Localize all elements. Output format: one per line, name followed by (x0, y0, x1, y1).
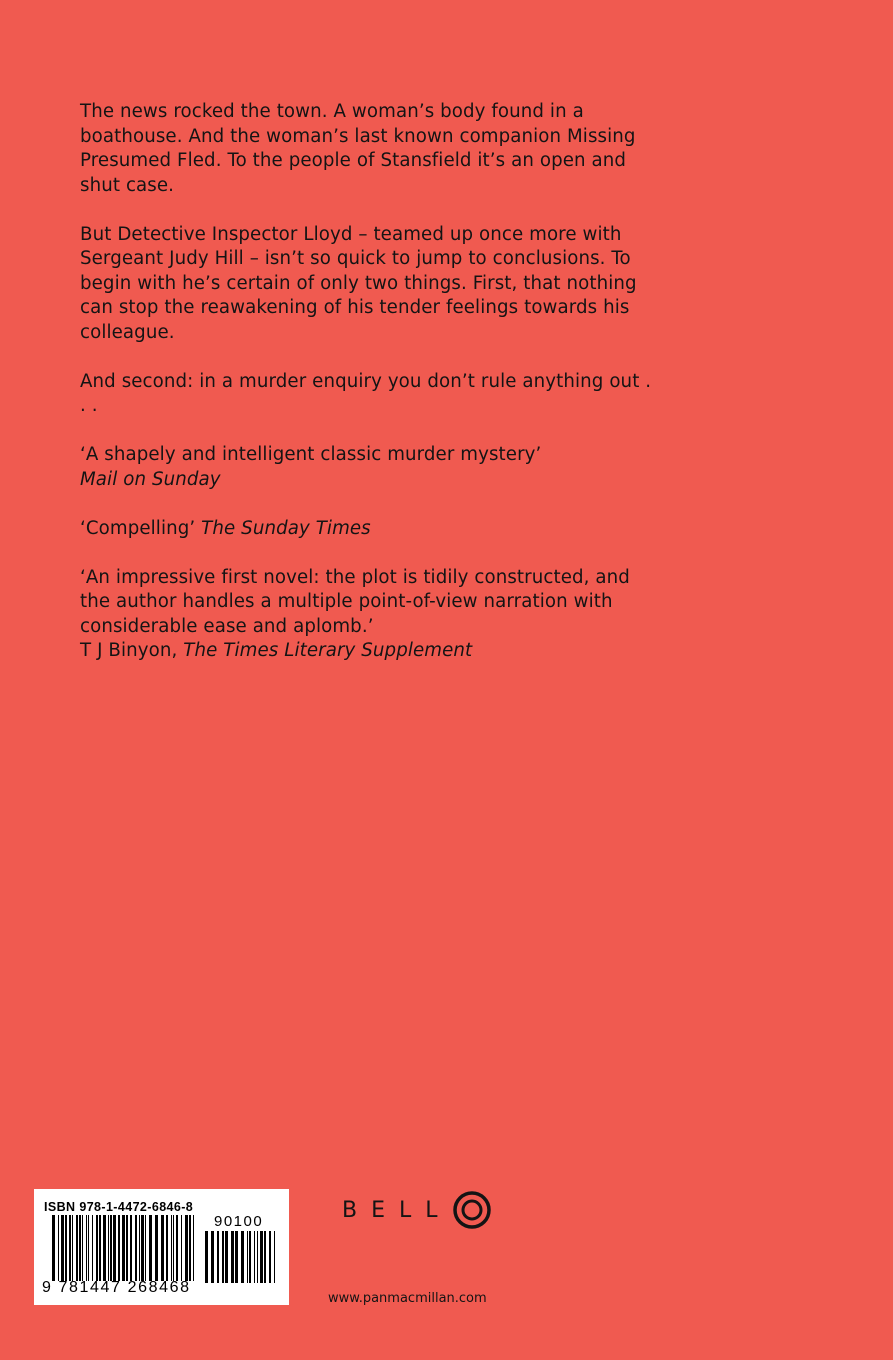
review-3-quote: ‘An impressive first novel: the plot is tidily constructed, and the author handles a multiple point-of-view narration with considerable ease and aplomb.’ (80, 566, 630, 637)
blurb-paragraph-3: And second: in a murder enquiry you don’t rule anything out . . . (80, 370, 652, 416)
blurb (80, 100, 660, 688)
review-2-quote: ‘Compelling’ (80, 517, 196, 539)
isbn-text: ISBN 978-1-4472-6846-8 (44, 1200, 194, 1214)
barcode-addon-bars-icon (205, 1231, 275, 1283)
barcode (34, 1189, 289, 1305)
review-1 (80, 443, 660, 492)
logo-text: BELL (342, 1197, 452, 1223)
review-1-source: Mail on Sunday (80, 468, 221, 490)
publisher-website: www.panmacmillan.com (328, 1291, 487, 1306)
logo-circle-icon (452, 1190, 492, 1230)
review-3-source: The Times Literary Supplement (183, 640, 473, 661)
publisher-logo (342, 1186, 492, 1234)
review-3 (80, 566, 660, 664)
review-3-reviewer: T J Binyon, (80, 640, 178, 661)
review-1-quote: ‘A shapely and intelligent classic murder mystery’ (80, 444, 542, 465)
barcode-bars-icon (52, 1215, 196, 1281)
blurb-paragraph-1: The news rocked the town. A woman’s body found in a boathouse. And the woman’s last known companion Missing Presumed Fled. To the people of Stansfield it’s an open and shut case. (80, 101, 636, 196)
price-addon-text: 90100 (214, 1213, 264, 1230)
blurb-paragraph-2: But Detective Inspector Lloyd – teamed up once more with Sergeant Judy Hill – isn’t so quick to jump to conclusions. To begin with he’s certain of only two things. First, that nothing can stop the reawakening of his tender feelings towards his colleague. (80, 223, 637, 343)
review-2-source: The Sunday Times (201, 517, 371, 539)
ean-digits: 9 781447 268468 (42, 1279, 191, 1296)
review-2 (80, 517, 660, 542)
